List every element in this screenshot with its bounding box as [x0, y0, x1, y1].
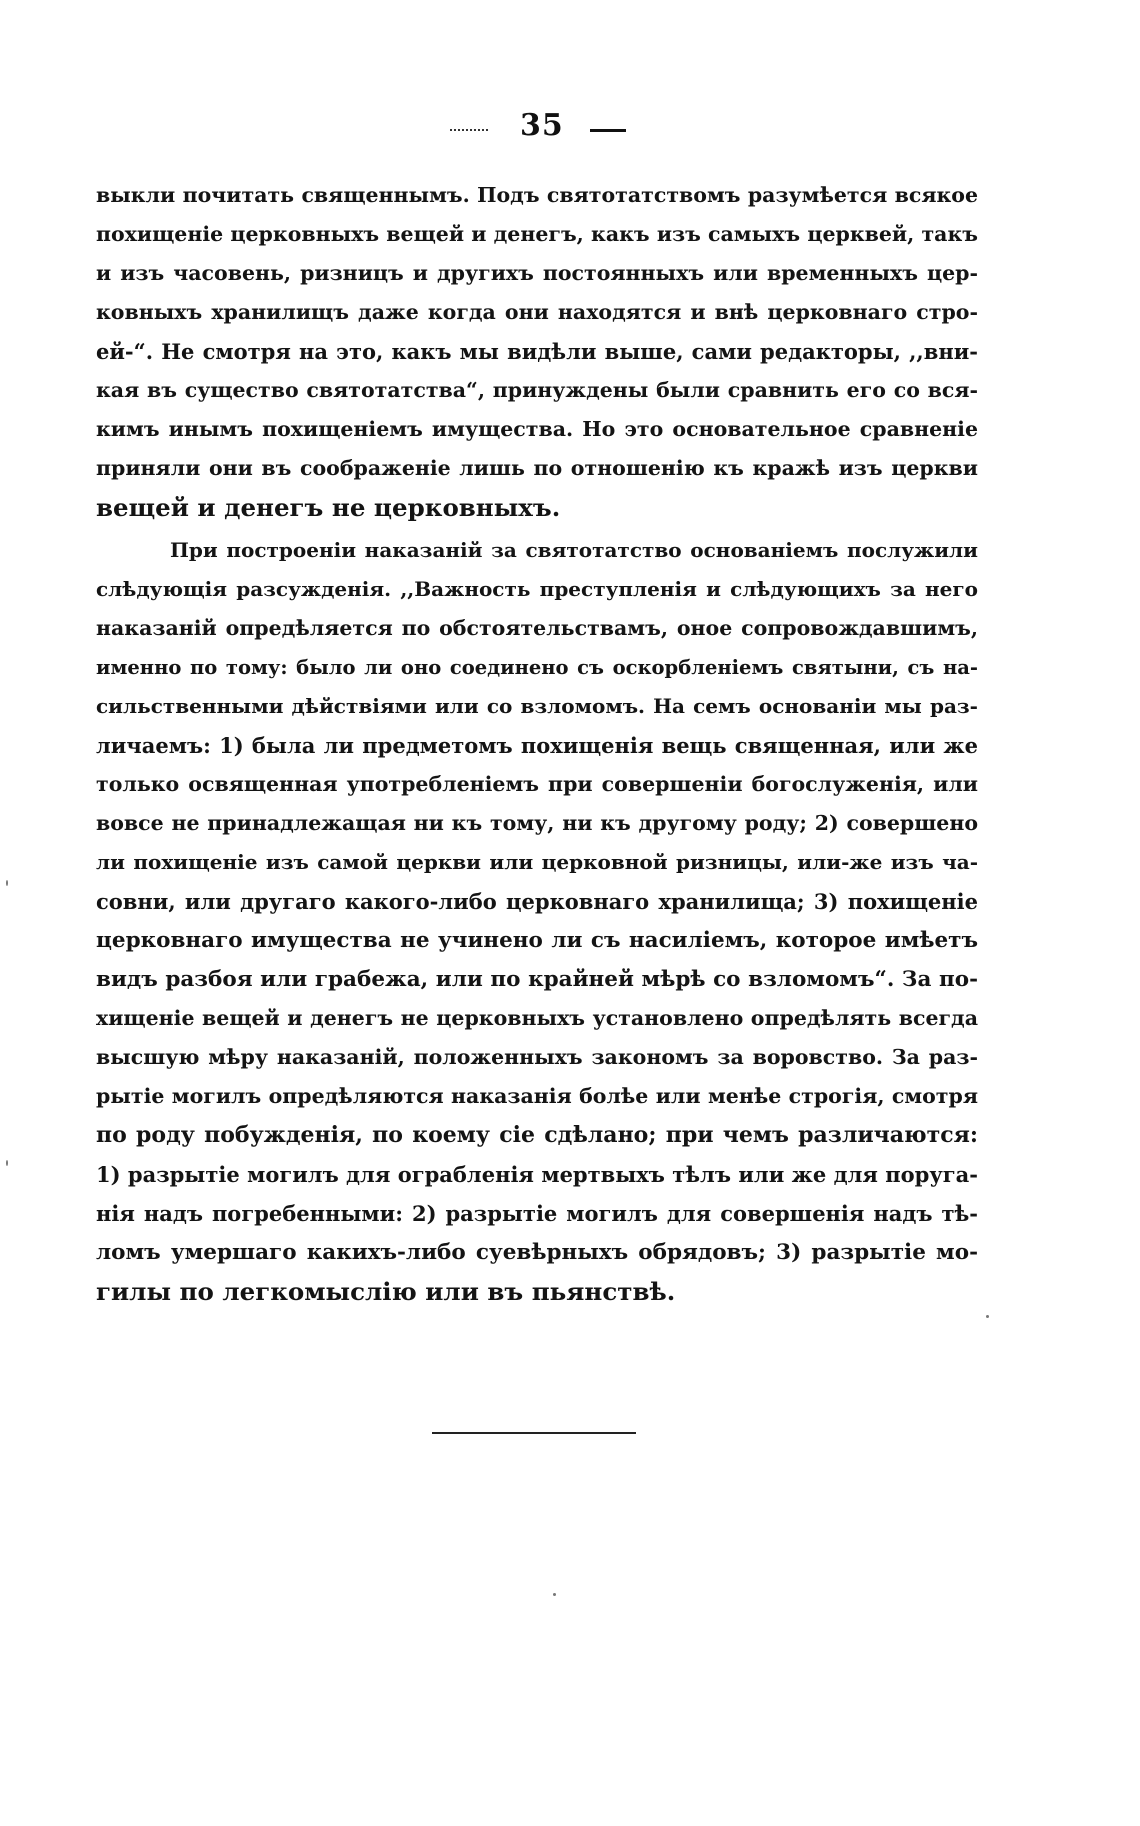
- text-line: вещей и денегъ не церковныхъ.: [96, 493, 561, 522]
- text-line: ломъ умершаго какихъ-либо суевѣрныхъ обрядовъ; 3) разрытіе мо-: [96, 1240, 978, 1265]
- closing-rule: [432, 1432, 636, 1434]
- page-number: 35: [520, 108, 564, 143]
- text-line: церковнаго имущества не учинено ли съ насиліемъ, которое имѣетъ: [96, 928, 978, 953]
- text-line: приняли они въ соображеніе лишь по отношенію къ кражѣ изъ церкви: [96, 456, 978, 480]
- text-line: только освященная употребленіемъ при совершеніи богослуженія, или: [96, 772, 978, 796]
- text-line: При построеніи наказаній за святотатство основаніемъ послужили: [170, 538, 978, 562]
- scan-speck: [553, 1593, 556, 1596]
- text-line: рытіе могилъ опредѣляются наказанія болѣе или менѣе строгія, смотря: [96, 1084, 978, 1108]
- text-line: совни, или другаго какого-либо церковнаго хранилища; 3) похищеніе: [96, 889, 978, 914]
- text-line: ковныхъ хранилищъ даже когда они находятся и внѣ церковнаго стро-: [96, 300, 978, 324]
- header-dotted-rule: [450, 129, 488, 131]
- page-header: [0, 104, 1140, 148]
- text-line: похищеніе церковныхъ вещей и денегъ, какъ изъ самыхъ церквей, такъ: [96, 222, 978, 246]
- paragraph: [96, 531, 978, 1311]
- text-line: высшую мѣру наказаній, положенныхъ закономъ за воровство. За раз-: [96, 1045, 978, 1069]
- text-line: ей-“. Не смотря на это, какъ мы видѣли выше, сами редакторы, ,,вни-: [96, 339, 978, 364]
- text-line: хищеніе вещей и денегъ не церковныхъ установлено опредѣлять всегда: [96, 1006, 978, 1030]
- text-line: наказаній опредѣляется по обстоятельствамъ, оное сопровождавшимъ,: [96, 616, 978, 640]
- scan-speck: [6, 1160, 8, 1166]
- text-line: выкли почитать священнымъ. Подъ святотатствомъ разумѣется всякое: [96, 183, 978, 207]
- text-line: вовсе не принадлежащая ни къ тому, ни къ другому роду; 2) совершено: [96, 811, 978, 835]
- text-line: 1) разрытіе могилъ для ограбленія мертвыхъ тѣлъ или же для поруга-: [96, 1162, 978, 1187]
- scan-speck: [6, 880, 8, 886]
- text-line: слѣдующія разсужденія. ,,Важность преступленія и слѣдующихъ за него: [96, 577, 978, 601]
- body-text: [96, 176, 978, 1311]
- text-line: видъ разбоя или грабежа, или по крайней мѣрѣ со взломомъ“. За по-: [96, 967, 978, 992]
- text-line: по роду побужденія, по коему сіе сдѣлано; при чемъ различаются:: [96, 1122, 978, 1148]
- header-dash: [590, 129, 626, 132]
- paragraph: [96, 176, 978, 527]
- text-line: гилы по легкомыслію или въ пьянствѣ.: [96, 1277, 676, 1306]
- text-line: нія надъ погребенными: 2) разрытіе могилъ для совершенія надъ тѣ-: [96, 1201, 978, 1226]
- text-line: личаемъ: 1) была ли предметомъ похищенія вещь священная, или же: [96, 733, 978, 758]
- text-line: сильственными дѣйствіями или со взломомъ. На семъ основаніи мы раз-: [96, 694, 978, 718]
- text-line: ли похищеніе изъ самой церкви или церковной ризницы, или-же изъ ча-: [96, 850, 978, 874]
- text-line: именно по тому: было ли оно соединено съ оскорбленіемъ святыни, съ на-: [96, 656, 978, 679]
- text-line: и изъ часовень, ризницъ и другихъ постоянныхъ или временныхъ цер-: [96, 261, 978, 285]
- scan-speck: [986, 1315, 989, 1318]
- text-line: кимъ инымъ похищеніемъ имущества. Но это основательное сравненіе: [96, 417, 978, 441]
- text-line: кая въ существо святотатства“, принуждены были сравнить его со вся-: [96, 378, 978, 402]
